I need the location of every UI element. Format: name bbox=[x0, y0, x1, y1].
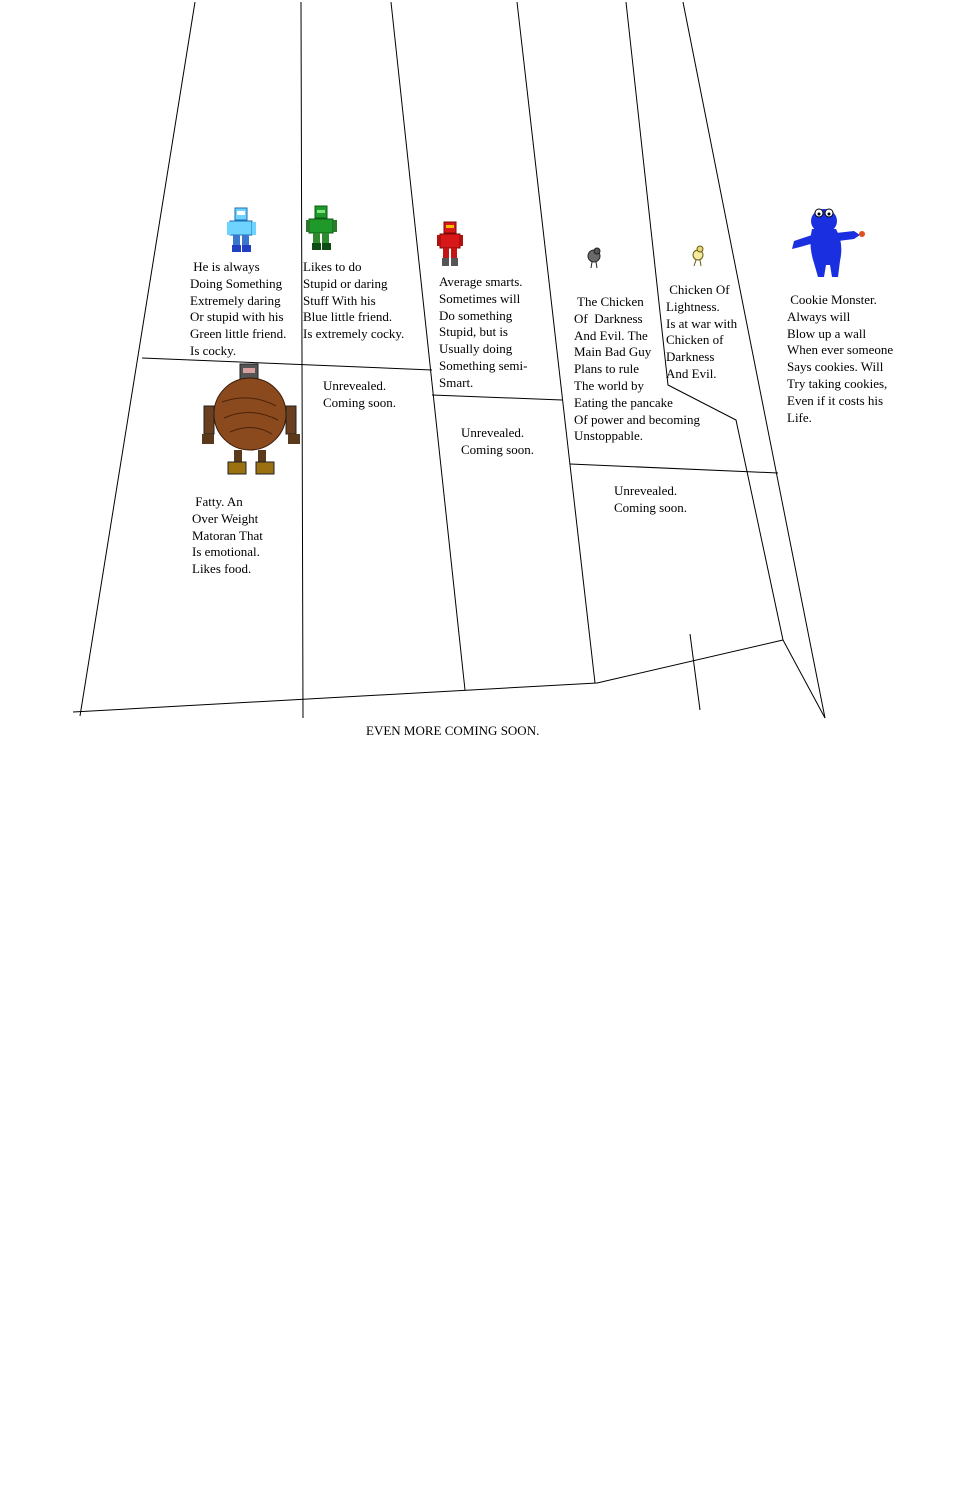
text-line: Matoran That bbox=[192, 527, 263, 543]
text-line: Unstoppable. bbox=[574, 428, 643, 444]
text-line: Smart. bbox=[439, 374, 474, 390]
text-line: Likes food. bbox=[192, 561, 252, 577]
text-line: Try taking cookies, bbox=[787, 375, 888, 391]
red-matoran-description bbox=[439, 274, 527, 392]
text-line: Is emotional. bbox=[192, 544, 260, 560]
text-line: Eating the pancake bbox=[574, 394, 673, 410]
text-line: Fatty. An bbox=[192, 494, 243, 509]
text-line: Likes to do bbox=[303, 259, 362, 274]
text-line: When ever someone bbox=[787, 342, 894, 358]
text-line: Is extremely cocky. bbox=[303, 326, 405, 342]
text-line: Darkness bbox=[666, 349, 715, 365]
text-line: Coming soon. bbox=[323, 394, 396, 410]
text-line: Blue little friend. bbox=[303, 309, 393, 325]
text-line: Plans to rule bbox=[574, 361, 639, 377]
unrevealed-slot-3 bbox=[614, 483, 687, 517]
text-line: Says cookies. Will bbox=[787, 359, 884, 375]
text-line: Cookie Monster. bbox=[787, 292, 877, 307]
fatty-description bbox=[192, 494, 263, 578]
text-line: Chicken of bbox=[666, 332, 724, 348]
text-line: Unrevealed. bbox=[323, 378, 387, 393]
chicken-lightness-description bbox=[666, 282, 737, 383]
text-line: Unrevealed. bbox=[461, 425, 525, 440]
text-line: Always will bbox=[787, 308, 851, 324]
text-line: And Evil. bbox=[666, 365, 717, 381]
text-line: Is at war with bbox=[666, 315, 738, 331]
text-line: Coming soon. bbox=[461, 441, 534, 457]
green-matoran-description bbox=[303, 259, 404, 343]
fatty-matoran-icon bbox=[200, 362, 300, 478]
divider-line bbox=[301, 2, 303, 718]
blue-matoran-description bbox=[190, 259, 286, 360]
cookie-monster-description bbox=[787, 292, 893, 426]
text-line: Even if it costs his bbox=[787, 392, 884, 408]
text-line: Do something bbox=[439, 307, 513, 323]
text-line: Main Bad Guy bbox=[574, 344, 652, 360]
chicken-lightness-icon bbox=[690, 245, 706, 267]
text-line: Of Darkness bbox=[574, 310, 643, 326]
text-line: Stupid or daring bbox=[303, 275, 388, 291]
text-line: And Evil. The bbox=[574, 327, 648, 343]
text-line: Coming soon. bbox=[614, 499, 687, 515]
text-line: Stupid, but is bbox=[439, 324, 508, 340]
text-line: Is cocky. bbox=[190, 342, 237, 358]
unrevealed-slot-1 bbox=[323, 378, 396, 412]
text-line: Blow up a wall bbox=[787, 325, 867, 341]
text-line: Over Weight bbox=[192, 510, 259, 526]
text-line: Stuff With his bbox=[303, 292, 376, 308]
text-line: Unrevealed. bbox=[614, 483, 678, 498]
footer-coming-soon: EVEN MORE COMING SOON. bbox=[366, 723, 540, 738]
text-line: Or stupid with his bbox=[190, 309, 284, 325]
text-line: Life. bbox=[787, 409, 812, 425]
text-line: Usually doing bbox=[439, 341, 513, 357]
text-line: Of power and becoming bbox=[574, 411, 700, 427]
text-line: He is always bbox=[190, 259, 260, 274]
text-line: Chicken Of bbox=[666, 282, 730, 297]
text-line: The Chicken bbox=[574, 294, 644, 309]
divider-line bbox=[73, 683, 597, 712]
text-line: Sometimes will bbox=[439, 290, 521, 306]
text-line: Average smarts. bbox=[439, 274, 523, 289]
unrevealed-slot-2 bbox=[461, 425, 534, 459]
blue-matoran-icon bbox=[226, 207, 258, 253]
chicken-darkness-icon bbox=[586, 247, 602, 269]
divider-line bbox=[432, 395, 562, 400]
text-line: The world by bbox=[574, 377, 645, 393]
text-line: Something semi- bbox=[439, 357, 528, 373]
cookie-monster-icon bbox=[790, 205, 868, 281]
divider-line bbox=[783, 640, 825, 718]
text-line: Extremely daring bbox=[190, 292, 281, 308]
text-line: Lightness. bbox=[666, 298, 720, 314]
text-line: Green little friend. bbox=[190, 326, 287, 342]
green-matoran-icon bbox=[306, 205, 338, 251]
divider-line bbox=[690, 634, 700, 710]
text-line: Doing Something bbox=[190, 275, 283, 291]
divider-line bbox=[597, 640, 783, 683]
red-matoran-icon bbox=[437, 221, 463, 267]
